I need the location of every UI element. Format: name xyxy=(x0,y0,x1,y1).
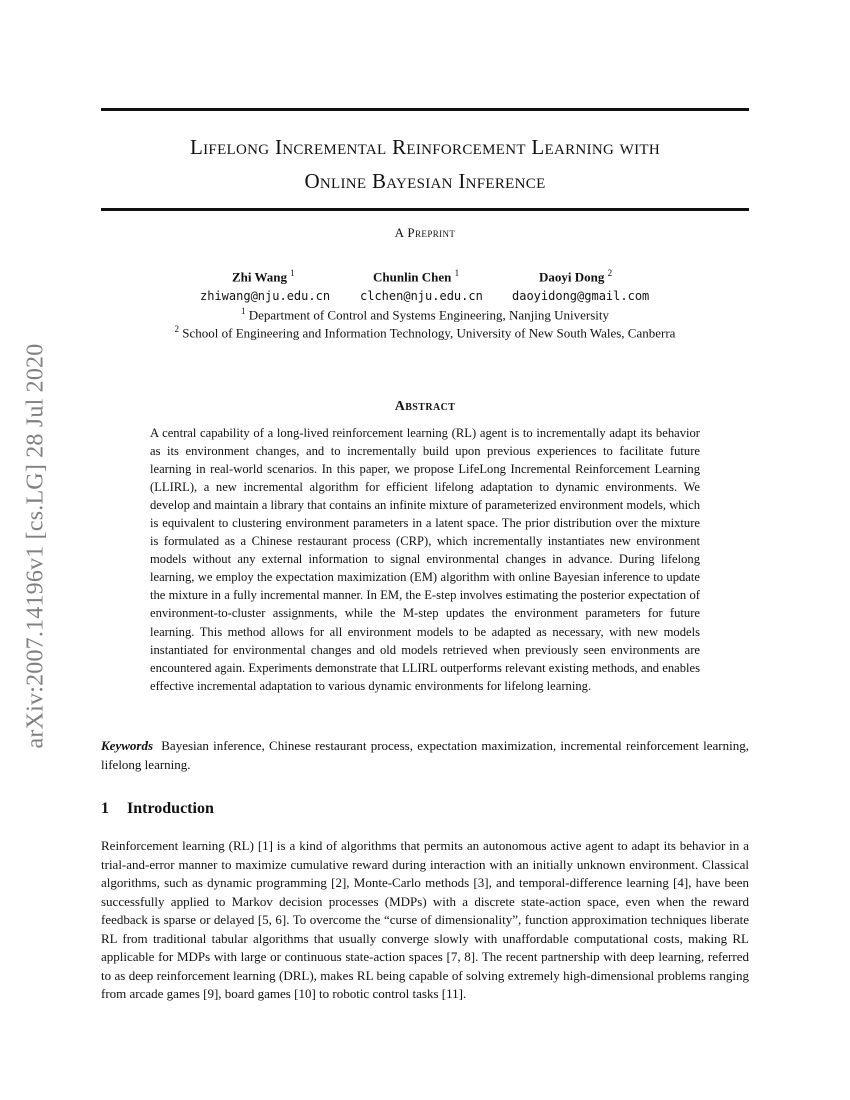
author-affil-mark: 2 xyxy=(607,268,613,278)
author-name: Chunlin Chen xyxy=(373,269,452,285)
email-zhi-wang[interactable]: zhiwang@nju.edu.cn xyxy=(200,289,331,303)
affiliation-1 xyxy=(101,306,749,323)
affiliation-mark: 1 xyxy=(240,306,246,316)
paper-title-line-1: Lifelong Incremental Reinforcement Learning with xyxy=(190,135,660,159)
arxiv-identifier-stamp: arXiv:2007.14196v1 [cs.LG] 28 Jul 2020 xyxy=(22,343,49,749)
author-name: Daoyi Dong xyxy=(539,269,605,285)
affiliation-text: School of Engineering and Information Technology, University of New South Wales, Canberra xyxy=(182,325,676,341)
email-daoyi-dong[interactable]: daoyidong@gmail.com xyxy=(512,289,650,303)
section-title: Introduction xyxy=(127,800,214,817)
abstract-heading: Abstract xyxy=(394,399,456,414)
author-affil-mark: 1 xyxy=(454,268,460,278)
email-chunlin-chen[interactable]: clchen@nju.edu.cn xyxy=(360,289,483,303)
title-bottom-rule xyxy=(101,208,749,211)
preprint-label: A Preprint xyxy=(394,225,456,240)
keywords-label: Keywords xyxy=(101,738,153,753)
keywords-block xyxy=(101,736,749,774)
keywords-text: Bayesian inference, Chinese restaurant process, expectation maximization, incremental reinforcement learning, lifelong learning. xyxy=(101,738,749,772)
section-number: 1 xyxy=(101,800,109,817)
author-affil-mark: 1 xyxy=(290,268,295,278)
abstract-text: A central capability of a long-lived reinforcement learning (RL) agent is to incrementally adapt its behavior as its environment changes, and to incrementally build upon previous experiences to facilitate future learning in real-world scenarios. In this paper, we propose LifeLong Incremental Reinforcement Learning (LLIRL), a new incremental algorithm for efficient lifelong adaptation to dynamic environments. We develop and maintain a library that contains an infinite mixture of parameterized environment models, which is equivalent to clustering environment parameters in a latent space. The prior distribution over the mixture is formulated as a Chinese restaurant process (CRP), which incrementally instantiates new environment models without any external information to signal environmental changes in advance. During lifelong learning, we employ the expectation maximization (EM) algorithm with online Bayesian inference to update the mixture in a fully incremental manner. In EM, the E-step involves estimating the posterior expectation of environment-to-cluster assignments, while the M-step updates the environment parameters for future learning. This method allows for all environment models to be adapted as necessary, with new models instantiated for environmental changes and old models retrieved when previously seen environments are encountered again. Experiments demonstrate that LLIRL outperforms relevant existing methods, and enables effective incremental adaptation to various dynamic environments for lifelong learning. xyxy=(150,426,700,693)
section-heading-introduction xyxy=(101,800,214,818)
affiliation-text: Department of Control and Systems Engineering, Nanjing University xyxy=(248,307,610,323)
author-name: Zhi Wang xyxy=(232,269,288,285)
introduction-paragraph: Reinforcement learning (RL) [1] is a kind of algorithms that permits an autonomous active agent to adapt its behavior in a trial-and-error manner to maximize cumulative reward during interaction with an initially unknown environment. Classical algorithms, such as dynamic programming [2], Monte-Carlo methods [3], and temporal-difference learning [4], have been successfully applied to Markov decision processes (MDPs) with a discrete state-action space, even when the reward feedback is sparse or delayed [5, 6]. To overcome the “curse of dimensionality”, function approximation techniques liberate RL from traditional tabular algorithms that usually converge slowly with unaffordable computational costs, making RL applicable for MDPs with large or continuous state-action spaces [7, 8]. The recent partnership with deep learning, referred to as deep reinforcement learning (DRL), makes RL being capable of solving extremely high-dimensional problems ranging from arcade games [9], board games [10] to robotic control tasks [11]. xyxy=(101,838,749,1001)
author-daoyi-dong xyxy=(539,268,612,285)
author-chunlin-chen xyxy=(373,268,459,285)
author-zhi-wang xyxy=(232,268,295,285)
title-top-rule xyxy=(101,108,749,111)
affiliation-2 xyxy=(101,324,749,341)
paper-title-line-2: Online Bayesian Inference xyxy=(304,169,546,193)
affiliation-mark: 2 xyxy=(174,324,180,334)
